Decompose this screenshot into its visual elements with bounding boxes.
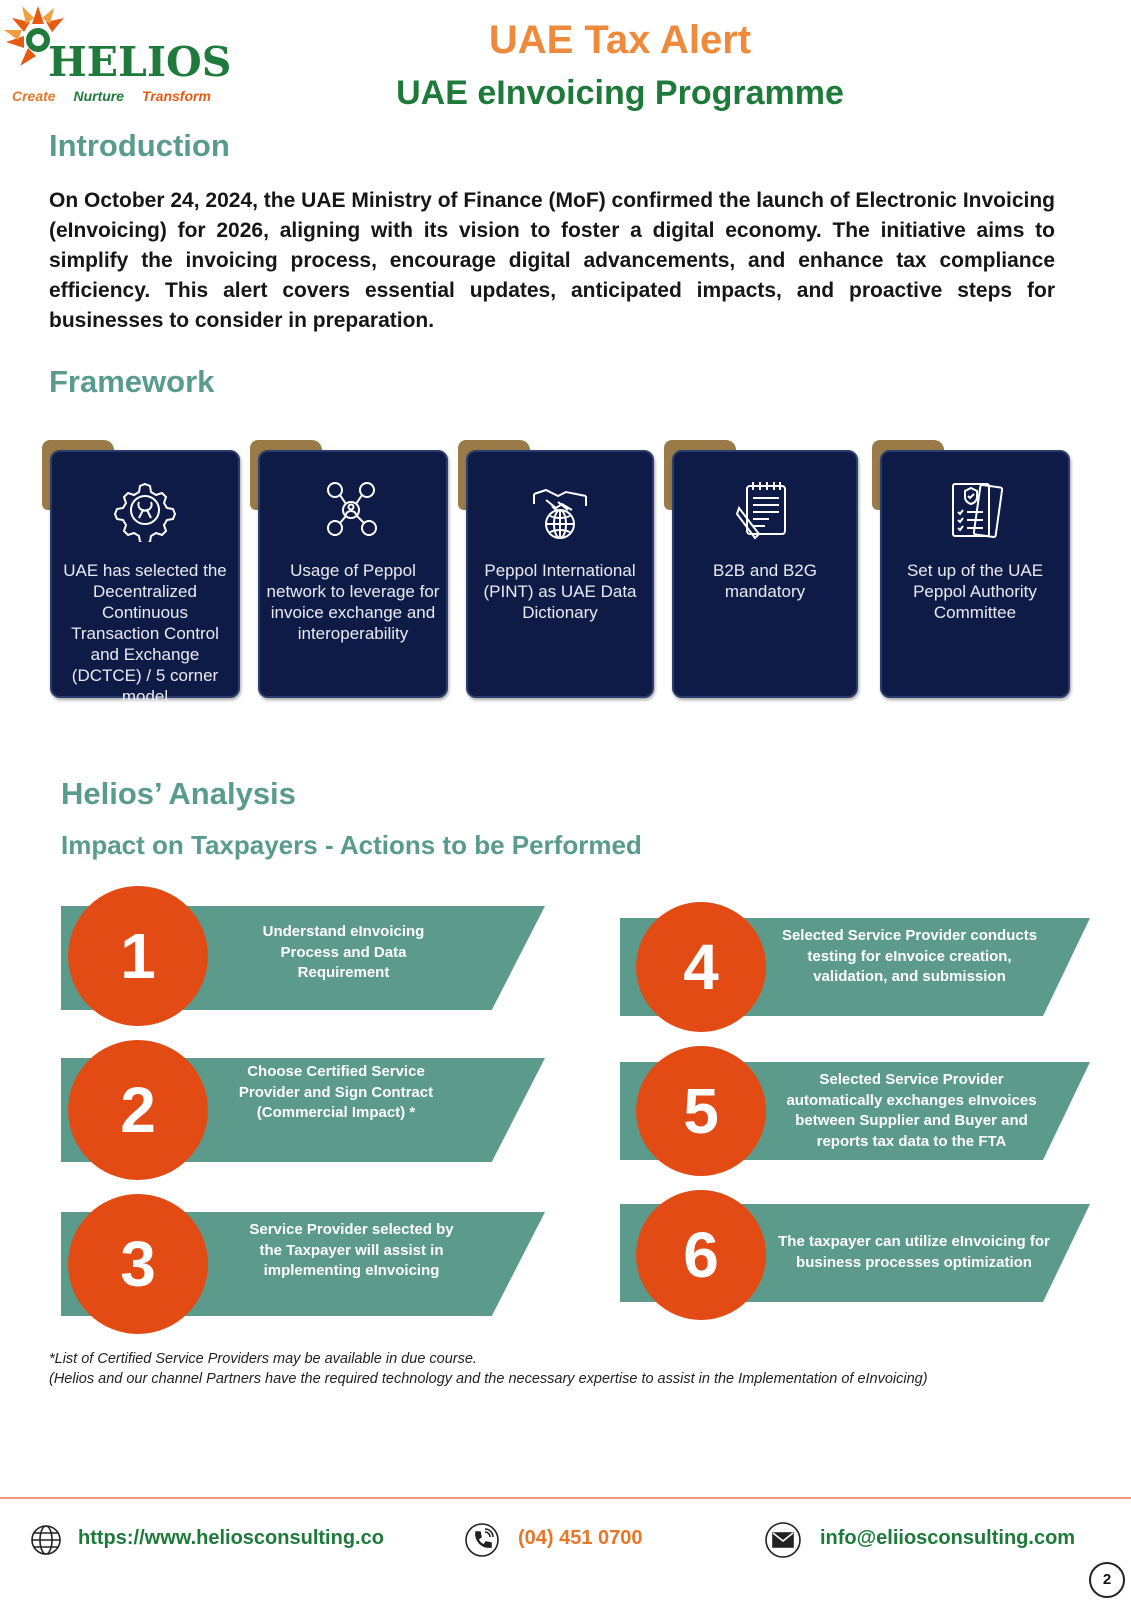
tagline-create: Create xyxy=(12,88,56,104)
tagline-transform: Transform xyxy=(141,88,211,104)
framework-card xyxy=(458,440,654,698)
gear-wrench-icon xyxy=(113,478,177,542)
footnote-service-providers: *List of Certified Service Providers may be available in due course. xyxy=(49,1351,477,1367)
introduction-heading: Introduction xyxy=(49,128,230,163)
notepad-pen-icon xyxy=(733,478,797,542)
footnote-channel-partners: (Helios and our channel Partners have the required technology and the necessary expertise to assist in the Implementation of eInvoicing) xyxy=(49,1371,928,1387)
introduction-body: On October 24, 2024, the UAE Ministry of Finance (MoF) confirmed the launch of Electronic Invoicing (eInvoicing) for 2026, aligning with its vision to foster a digital economy. The initiative aims to simplify the invoicing process, encourage digital advancements, and enhance tax compliance efficiency. This alert covers essential updates, anticipated impacts, and proactive steps for businesses to consider in preparation. xyxy=(49,189,1055,332)
phone-number[interactable]: (04) 451 0700 xyxy=(518,1527,643,1549)
email-icon xyxy=(764,1521,802,1559)
step-text: Understand eInvoicing Process and Data Requirement xyxy=(262,923,425,981)
network-people-icon xyxy=(321,478,385,542)
page-number: 2 xyxy=(1089,1562,1125,1598)
step-text: Selected Service Provider automatically exchanges eInvoices between Supplier and Buyer and reports tax data to the FTA xyxy=(786,1071,1037,1150)
framework-card-text: Usage of Peppol network to leverage for invoice exchange and interoperability xyxy=(266,561,440,643)
framework-card-body xyxy=(880,450,1070,698)
framework-card xyxy=(42,440,240,706)
framework-card-body xyxy=(258,450,448,698)
step-text: The taxpayer can utilize eInvoicing for business processes optimization xyxy=(778,1233,1050,1271)
framework-card-text: Peppol International (PINT) as UAE Data Dictionary xyxy=(483,561,637,622)
action-step-4 xyxy=(560,902,1100,1042)
website-link[interactable]: https://www.heliosconsulting.co xyxy=(78,1527,384,1549)
logo-wordmark: HELIOS xyxy=(48,38,232,86)
step-number-badge: 4 xyxy=(636,902,766,1032)
helios-logo xyxy=(0,0,240,110)
action-step-2 xyxy=(0,1040,560,1180)
step-text: Service Provider selected by the Taxpayer will assist in implementing eInvoicing xyxy=(249,1221,454,1279)
step-number-badge: 1 xyxy=(68,886,208,1026)
framework-cards xyxy=(42,440,1092,706)
step-number-badge: 3 xyxy=(68,1194,208,1334)
framework-card-text: UAE has selected the Decentralized Continuous Transaction Control and Exchange (DCTCE) / 5 corner model xyxy=(63,561,227,706)
action-step-3 xyxy=(0,1194,560,1334)
framework-card-body xyxy=(466,450,654,698)
action-step-6 xyxy=(560,1190,1100,1330)
action-step-1 xyxy=(0,886,560,1026)
document-checklist-icon xyxy=(943,478,1007,542)
framework-card xyxy=(664,440,858,698)
globe-icon xyxy=(29,1523,63,1557)
framework-card-text: Set up of the UAE Peppol Authority Committee xyxy=(906,561,1044,622)
framework-card-body xyxy=(672,450,858,698)
framework-heading: Framework xyxy=(49,364,215,399)
page-title: UAE Tax Alert xyxy=(488,18,752,62)
page-subtitle: UAE eInvoicing Programme xyxy=(396,74,844,112)
step-number-badge: 2 xyxy=(68,1040,208,1180)
framework-card-text: B2B and B2G mandatory xyxy=(713,561,817,601)
step-number-badge: 6 xyxy=(636,1190,766,1320)
framework-card xyxy=(872,440,1070,698)
email-link[interactable]: info@eliiosconsulting.com xyxy=(820,1527,1076,1549)
framework-card-body xyxy=(50,450,240,706)
analysis-heading: Helios’ Analysis xyxy=(61,776,296,811)
analysis-subheading: Impact on Taxpayers - Actions to be Performed xyxy=(61,830,642,860)
phone-icon xyxy=(464,1522,500,1558)
step-text: Selected Service Provider conducts testing for eInvoice creation, validation, and submission xyxy=(781,927,1038,985)
footer-divider xyxy=(0,1497,1131,1499)
step-number-badge: 5 xyxy=(636,1046,766,1176)
tagline-nurture: Nurture xyxy=(73,88,125,104)
step-text: Choose Certified Service Provider and Sign Contract (Commercial Impact) * xyxy=(238,1063,434,1121)
handshake-globe-icon xyxy=(528,478,592,542)
action-step-5 xyxy=(560,1046,1100,1186)
framework-card xyxy=(250,440,448,698)
logo-tagline xyxy=(12,88,225,104)
